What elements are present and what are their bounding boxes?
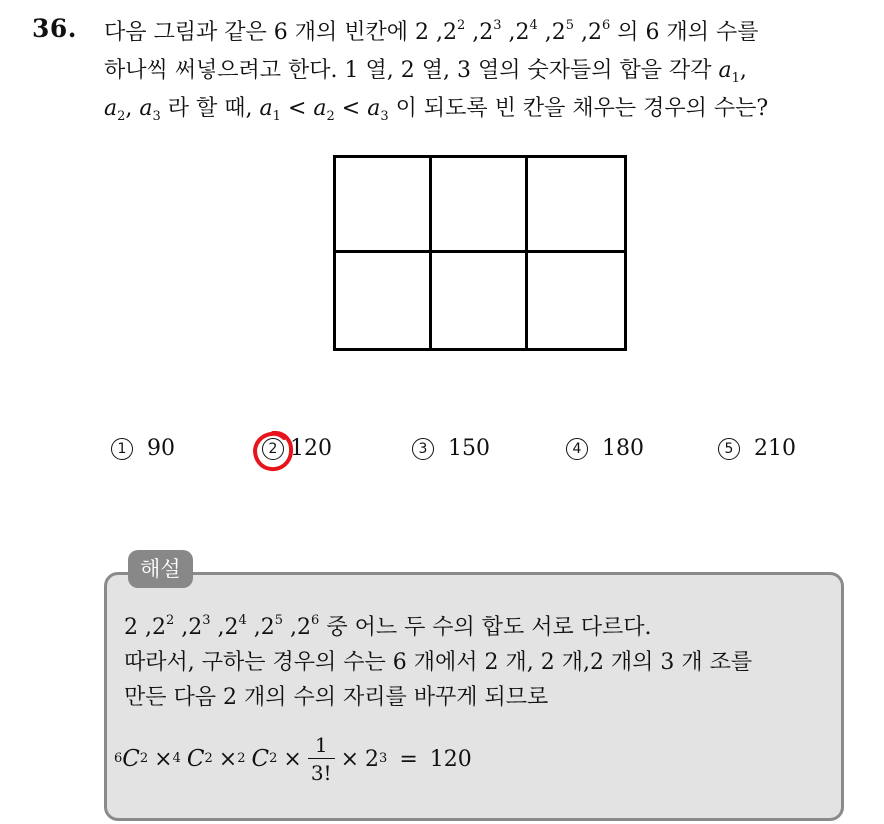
choice-4[interactable]: [566, 436, 644, 461]
question-line-3: $a_2$, $a_3$ 라 할 때, $a_1 < a_2 < a_3$ 이 되도록 빈 칸을 채우는 경우의 수는?: [104, 96, 769, 124]
fraction: $\frac{1}{3!}$: [308, 735, 335, 783]
choice-4-marker: 4: [566, 438, 588, 460]
question-line-1: 다음 그림과 같은 6 개의 빈칸에 2 $,2^2$ $,2^3$ $,2^4$ $,2^5$ $,2^6$ 의 6 개의 수를: [104, 18, 759, 45]
choice-3-value: 150: [448, 436, 490, 461]
choice-5-marker: 5: [718, 438, 740, 460]
choice-3[interactable]: [412, 436, 490, 461]
solution-label: 해설: [128, 550, 193, 588]
grid-cell: [336, 253, 432, 348]
solution-text: [124, 610, 834, 715]
solution-line-3: 만든 다음 2 개의 수의 자리를 바꾸게 되므로: [124, 685, 549, 710]
grid-cell: [432, 253, 528, 348]
choice-5-value: 210: [754, 436, 796, 461]
grid-cell: [528, 158, 624, 253]
blank-grid: [333, 155, 627, 351]
question-line-2: 하나씩 써넣으려고 한다. 1 열, 2 열, 3 열의 숫자들의 합을 각각 $a_1$,: [104, 58, 747, 86]
choice-5[interactable]: [718, 436, 796, 461]
choice-1[interactable]: [111, 436, 175, 461]
solution-formula: 6 C 2 × 4 C 2 × 2 C 2 × $\frac{1}{3!}$ × 2 3 = 120: [114, 733, 472, 785]
grid-cell: [432, 158, 528, 253]
answer-circle-mark: [250, 428, 296, 474]
question-number: 36.: [32, 14, 77, 43]
solution-line-1: 2 $,2^2$ $,2^3$ $,2^4$ $,2^5$ $,2^6$ 중 어느 두 수의 합도 서로 다르다.: [124, 613, 652, 640]
solution-line-2: 따라서, 구하는 경우의 수는 6 개에서 2 개, 2 개,2 개의 3 개 조를: [124, 650, 753, 675]
choice-4-value: 180: [602, 436, 644, 461]
choice-3-marker: 3: [412, 438, 434, 460]
grid-cell: [528, 253, 624, 348]
grid-cell: [336, 158, 432, 253]
question-text: [104, 14, 874, 128]
choice-2-value: 120: [290, 436, 332, 461]
choice-2-marker: 2: [262, 438, 284, 460]
choice-1-marker: 1: [111, 438, 133, 460]
choice-1-value: 90: [147, 436, 175, 461]
